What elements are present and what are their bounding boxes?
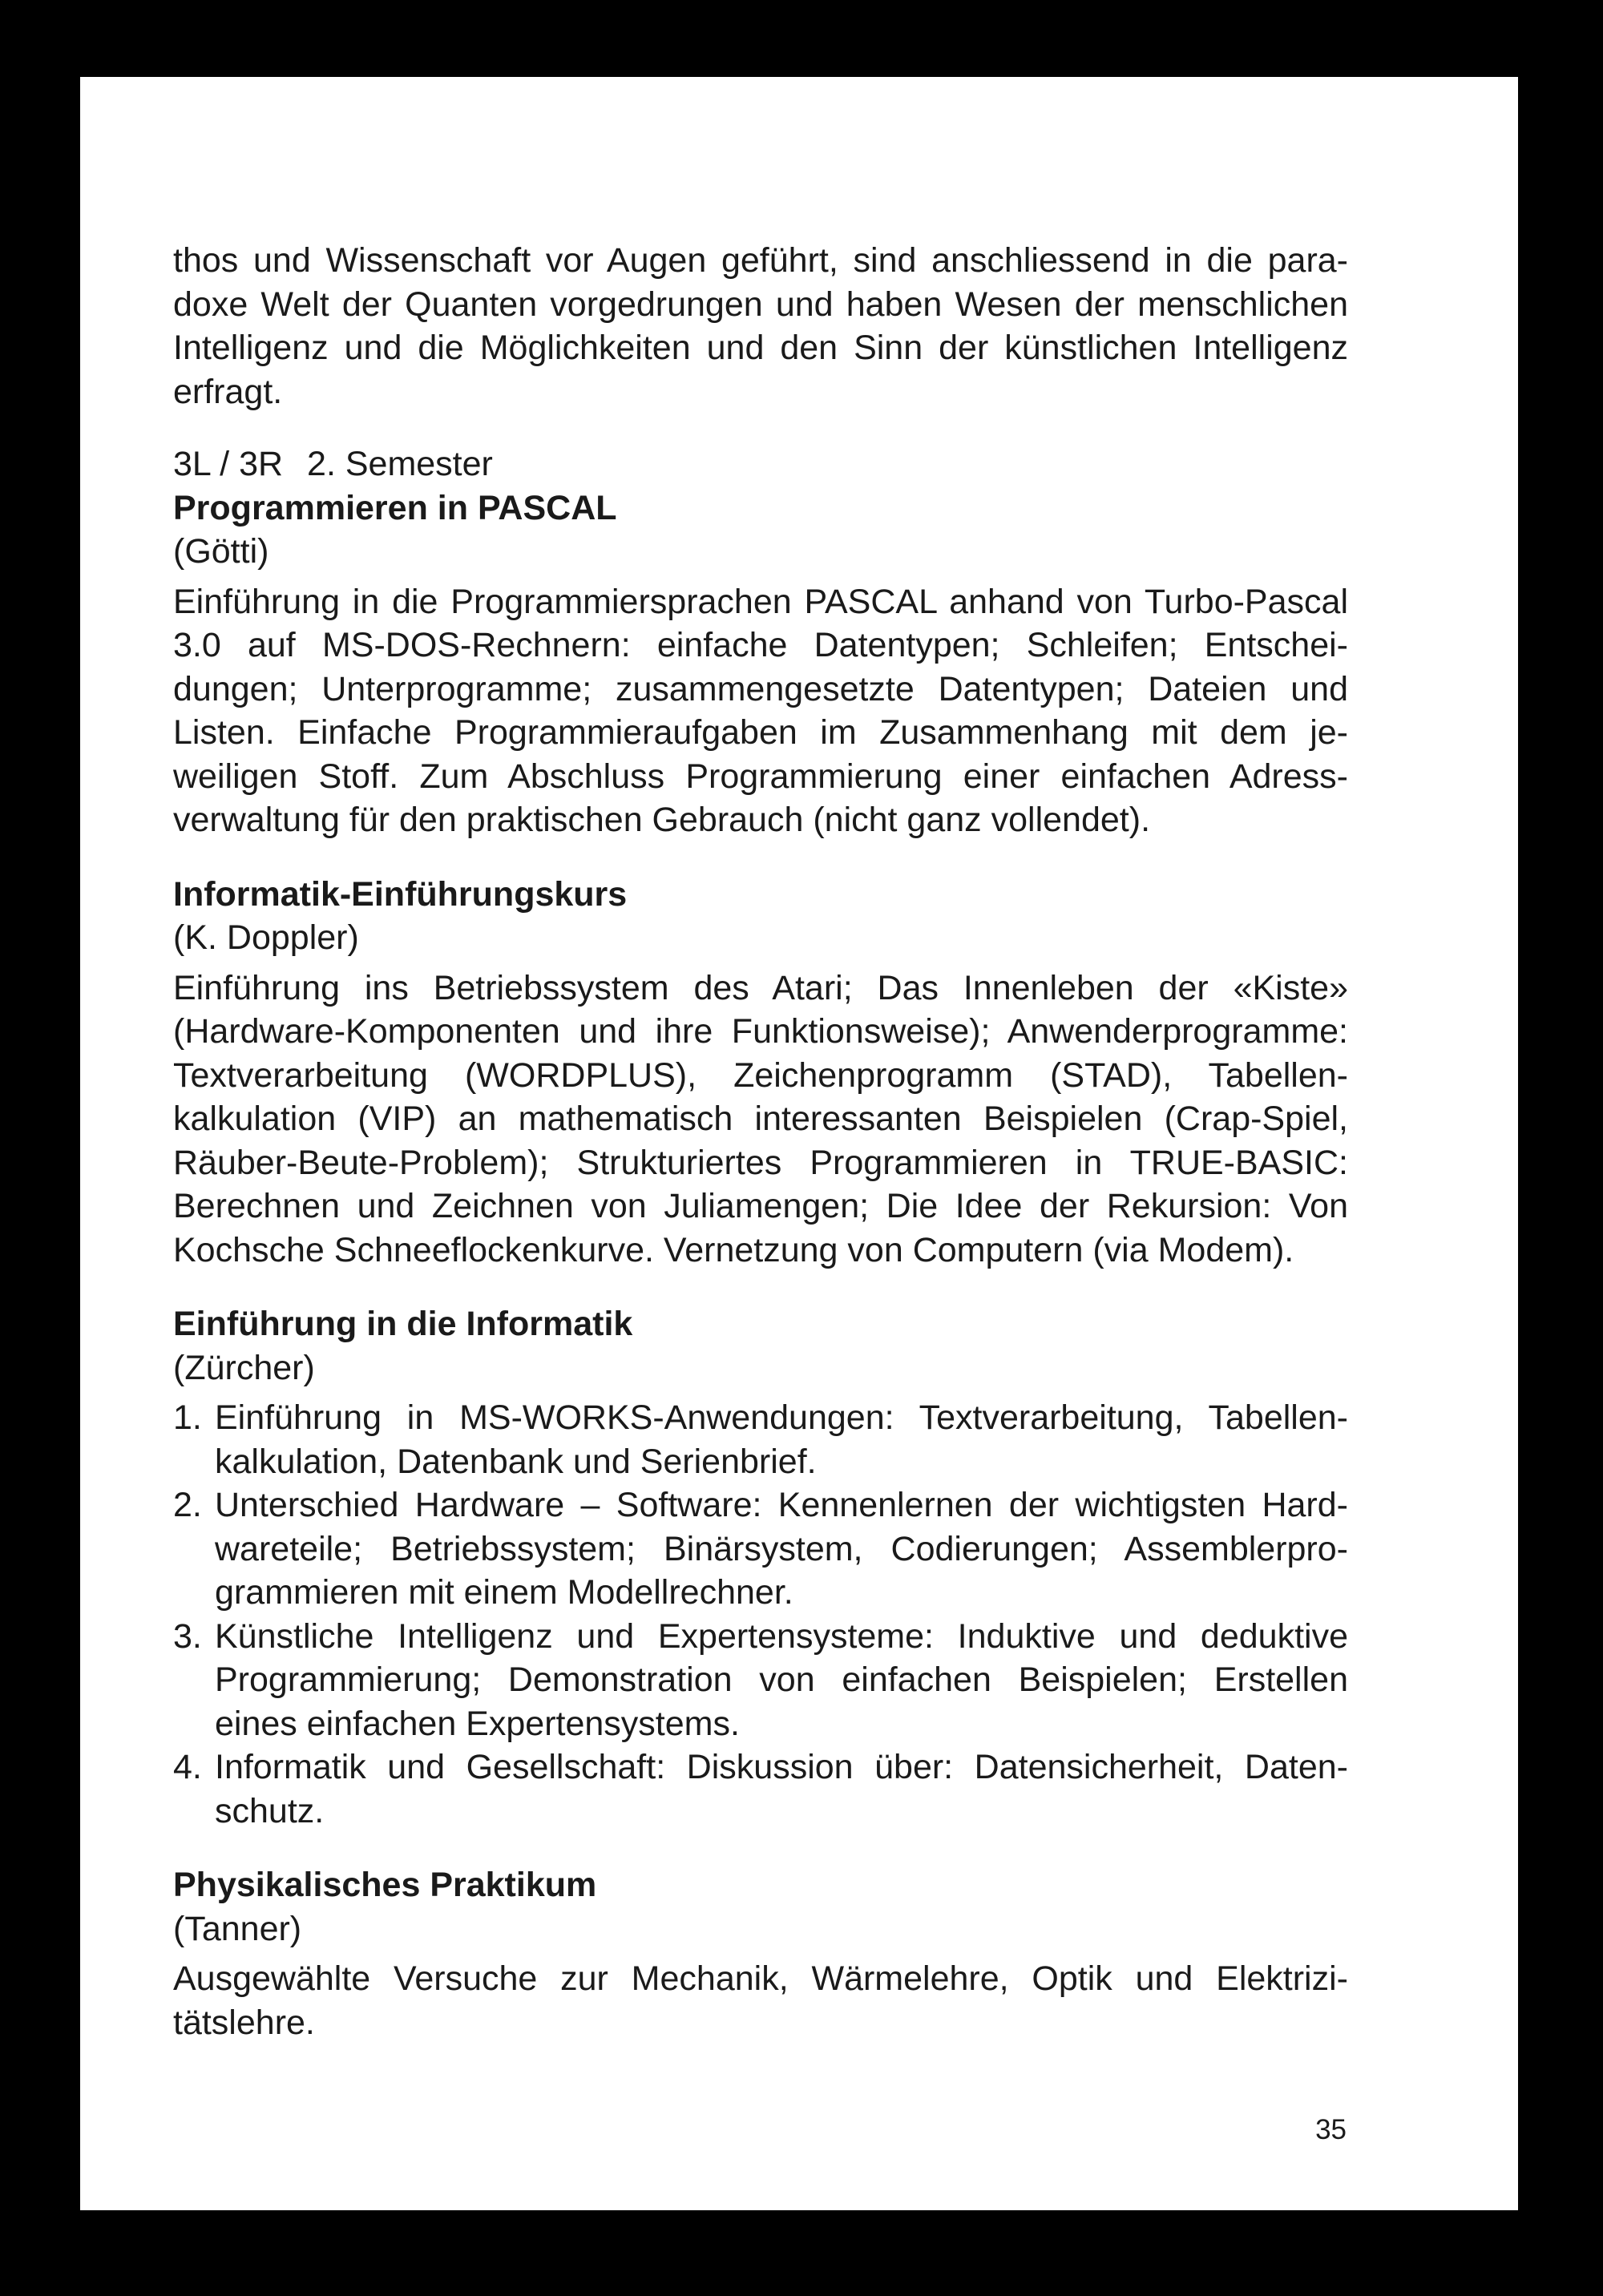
list-item xyxy=(173,1745,1348,1833)
course-teacher: (Tanner) xyxy=(173,1909,302,1948)
course-title: Programmieren in PASCAL xyxy=(173,488,617,527)
course-description: Einführung in die Programmiersprachen PASCAL anhand von Turbo-Pascal 3.0 auf MS-DOS-Rechnern: einfache Datentypen; Schleifen; Entscheidungen; Unterprogramme; zusammengesetzte Datentypen; Dateien und Listen. Einfache Programmieraufgaben im Zusammenhang mit dem jeweiligen Stoff. Zum Abschluss Programmierung einer einfachen Adressverwaltung für den praktischen Gebrauch (nicht ganz vollendet). xyxy=(173,582,1348,839)
document-page xyxy=(80,77,1518,2210)
list-item-text: Einführung in MS-WORKS-Anwendungen: Textverarbeitung, Tabellenkalkulation, Datenbank und Serienbrief. xyxy=(215,1398,1348,1481)
list-item xyxy=(173,1615,1348,1746)
list-item-text: Informatik und Gesellschaft: Diskussion über: Datensicherheit, Datenschutz. xyxy=(215,1748,1348,1830)
course-einfuehrung-informatik xyxy=(173,1302,1348,1833)
semester-grade: 3L / 3R xyxy=(173,445,284,483)
course-teacher: (K. Doppler) xyxy=(173,918,359,957)
course-informatik-einfuehrungskurs xyxy=(173,873,1348,1273)
semester-label: 2. Semester xyxy=(307,445,493,483)
list-item-number: 3. xyxy=(173,1616,202,1656)
list-item xyxy=(173,1483,1348,1615)
topic-list xyxy=(173,1396,1348,1833)
list-item xyxy=(173,1396,1348,1483)
course-pascal xyxy=(173,486,1348,842)
list-item-number: 1. xyxy=(173,1398,202,1437)
page-content xyxy=(173,239,1348,2044)
list-item-number: 2. xyxy=(173,1486,202,1524)
course-physikalisches-praktikum xyxy=(173,1863,1348,2044)
list-item-text: Künstliche Intelligenz und Expertensysteme: Induktive und deduktive Programmierung; Demonstration von einfachen Beispielen; Erstellen eines einfachen Expertensystems. xyxy=(215,1616,1348,1743)
course-description: Einführung ins Betriebssystem des Atari; Das Innenleben der «Kiste» (Hardware-Komponenten und ihre Funktionsweise); Anwenderprogramme: Textverarbeitung (WORDPLUS), Zeichenprogramm (STAD), Tabellenkalkulation (VIP) an mathematisch interessanten Beispielen (Crap-Spiel, Räuber-Beute-Problem); Strukturiertes Programmieren in TRUE-BASIC: Berechnen und Zeichnen von Juliamengen; Die Idee der Rekursion: Von Kochsche Schneeflockenkurve. Vernetzung von Computern (via Modem). xyxy=(173,968,1348,1269)
course-description: Ausgewählte Versuche zur Mechanik, Wärmelehre, Optik und Elektrizitätslehre. xyxy=(173,1959,1348,2042)
course-teacher: (Götti) xyxy=(173,532,269,571)
list-item-number: 4. xyxy=(173,1748,202,1786)
page-number: 35 xyxy=(1315,2114,1347,2145)
course-teacher: (Zürcher) xyxy=(173,1348,315,1387)
course-title: Informatik-Einführungskurs xyxy=(173,874,628,914)
course-title: Einführung in die Informatik xyxy=(173,1305,633,1343)
intro-paragraph: thos und Wissenschaft vor Augen geführt, sind anschliessend in die paradoxe Welt der Quanten vorgedrungen und haben Wesen der menschlichen Intelligenz und die Möglichkeiten und den Sinn der künstlichen Intelligenz erfragt. xyxy=(173,241,1348,411)
course-title: Physikalisches Praktikum xyxy=(173,1866,597,1904)
list-item-text: Unterschied Hardware – Software: Kennenlernen der wichtigsten Hardwareteile; Betriebssystem; Binärsystem, Codierungen; Assemblerprogrammieren mit einem Modellrechner. xyxy=(215,1486,1348,1612)
semester-line xyxy=(173,442,1348,486)
